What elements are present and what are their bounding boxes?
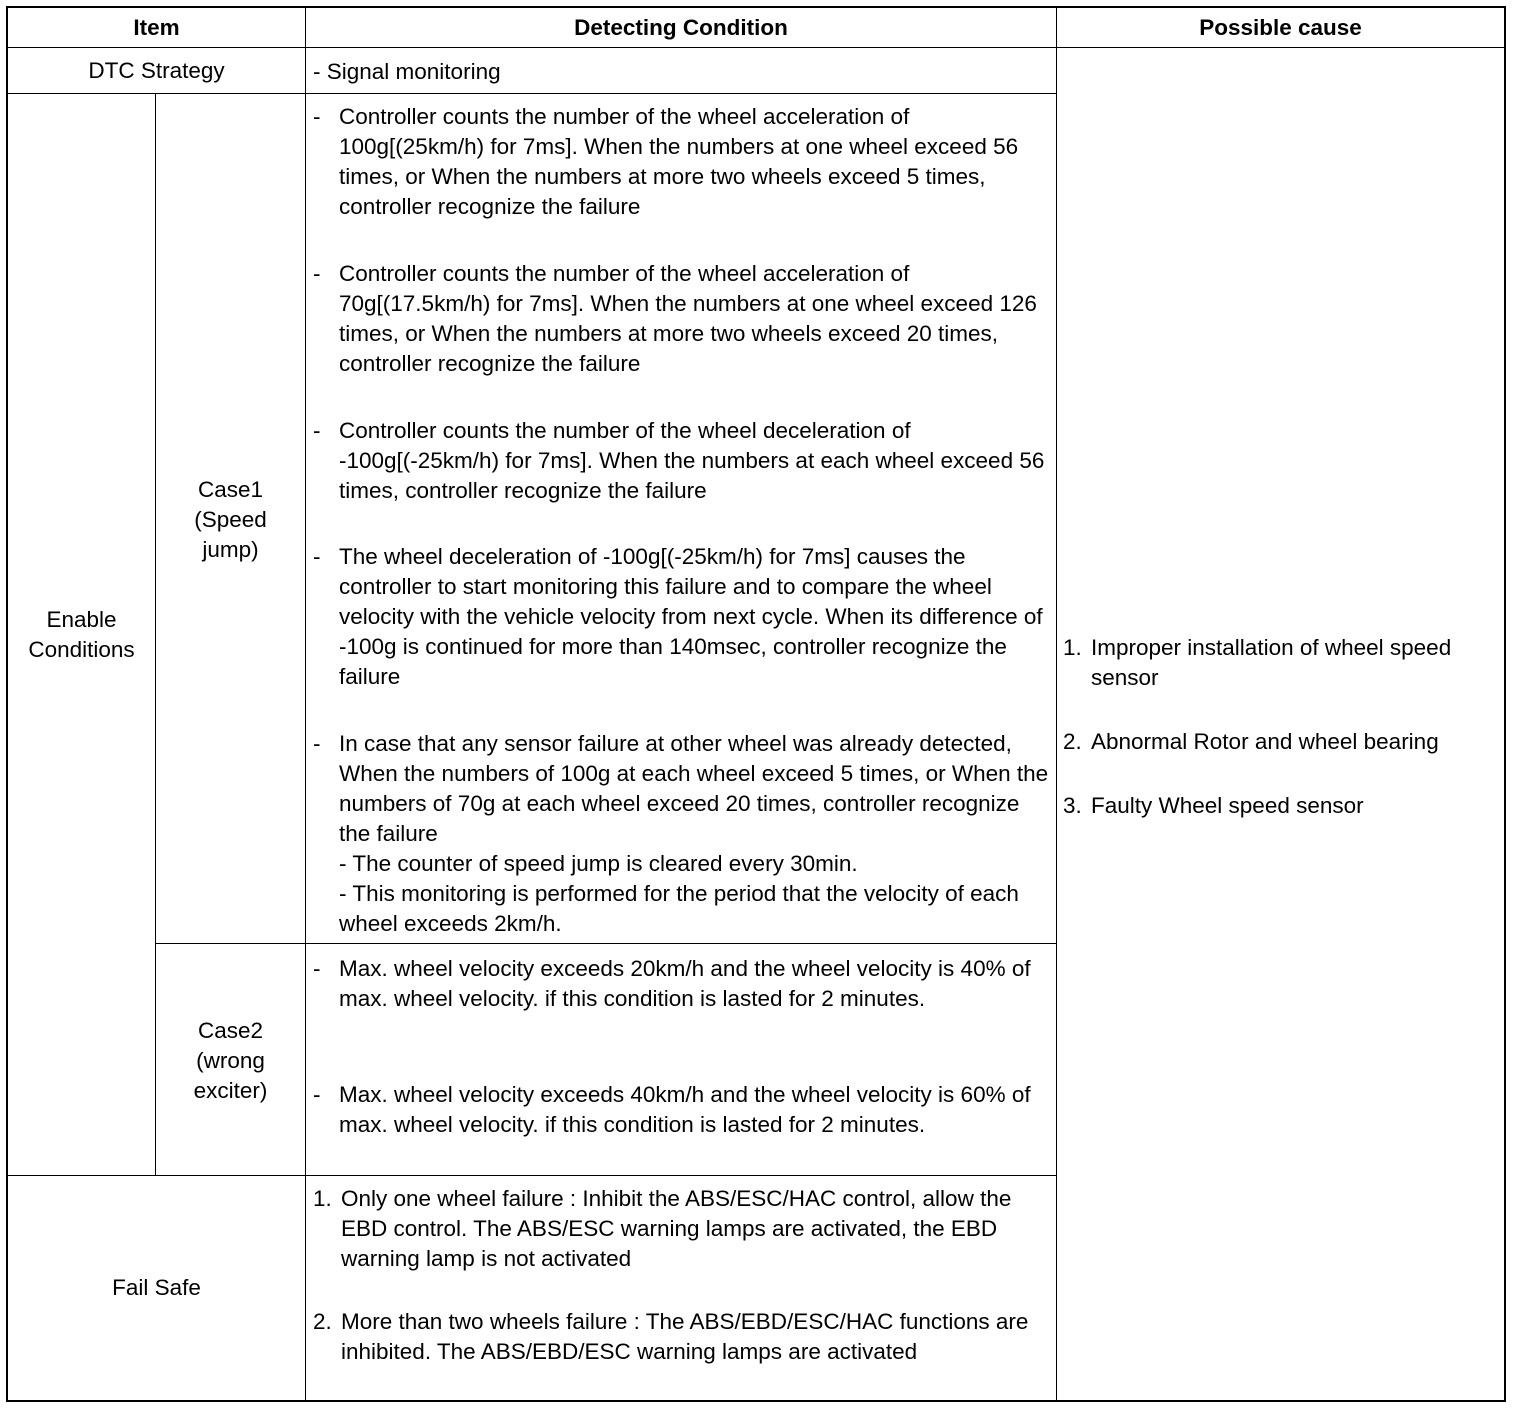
fail-safe-item bbox=[313, 1307, 1053, 1367]
case1-label-line3: jump) bbox=[202, 537, 259, 562]
possible-cause-text: Improper installation of wheel speed sensor bbox=[1091, 635, 1452, 690]
row-divider-case bbox=[156, 943, 1056, 944]
possible-cause-item bbox=[1063, 727, 1503, 757]
case1-item-text: Controller counts the number of the wheel acceleration of 70g[(17.5km/h) for 7ms]. When the numbers at one wheel exceed 126 times, or When the numbers at more two wheels exceed 20 times, controller recognize the failure bbox=[339, 261, 1037, 376]
bullet-dash: - bbox=[313, 731, 321, 756]
case1-item bbox=[313, 542, 1053, 692]
header-possible-cause: Possible cause bbox=[1199, 14, 1362, 40]
case1-label bbox=[156, 475, 305, 565]
possible-cause-text: Abnormal Rotor and wheel bearing bbox=[1091, 729, 1439, 754]
possible-cause-item bbox=[1063, 791, 1503, 821]
number-marker: 2. bbox=[313, 1309, 332, 1334]
col-divider-2 bbox=[1056, 8, 1057, 1400]
fail-safe-item bbox=[313, 1184, 1053, 1274]
col-divider-1 bbox=[305, 8, 306, 1400]
fail-safe-label: Fail Safe bbox=[112, 1275, 201, 1300]
case1-item bbox=[313, 259, 1053, 379]
case2-label bbox=[156, 1016, 305, 1106]
case1-label-line2: (Speed bbox=[194, 507, 267, 532]
case2-item-text: Max. wheel velocity exceeds 40km/h and the wheel velocity is 60% of max. wheel velocity. if this condition is lasted for 2 minutes. bbox=[339, 1082, 1031, 1137]
number-marker: 1. bbox=[1063, 635, 1082, 660]
case2-label-line2: (wrong bbox=[196, 1048, 265, 1073]
case2-item bbox=[313, 1080, 1053, 1140]
case1-sub-note: - This monitoring is performed for the period that the velocity of each wheel exceeds 2km/h. bbox=[339, 881, 1019, 936]
case1-label-line1: Case1 bbox=[197, 477, 264, 502]
case1-item-text: In case that any sensor failure at other wheel was already detected, When the numbers of 100g at each wheel exceed 5 times, or When the numbers of 70g at each wheel exceed 20 times, controller recognize the failure bbox=[339, 731, 1049, 846]
bullet-dash: - bbox=[313, 104, 321, 129]
possible-cause-item bbox=[1063, 633, 1503, 693]
case1-item-text: The wheel deceleration of -100g[(-25km/h) for 7ms] causes the controller to start monitoring this failure and to compare the wheel velocity with the vehicle velocity from next cycle. When its difference of -100g is continued for more than 140msec, controller recognize the failure bbox=[339, 544, 1043, 689]
fail-safe-item-text: More than two wheels failure : The ABS/EBD/ESC/HAC functions are inhibited. The ABS/EBD/ESC warning lamps are activated bbox=[341, 1309, 1029, 1364]
case1-item bbox=[313, 416, 1053, 506]
enable-conditions-line2: Conditions bbox=[28, 636, 135, 662]
bullet-dash: - bbox=[313, 956, 321, 981]
enable-conditions-line1: Enable bbox=[46, 606, 117, 632]
case1-item-text: Controller counts the number of the wheel acceleration of 100g[(25km/h) for 7ms]. When the numbers at one wheel exceed 56 times, or When the numbers at more two wheels exceed 5 times, controller recognize the failure bbox=[339, 104, 1019, 219]
case2-label-line1: Case2 bbox=[197, 1018, 264, 1043]
bullet-dash: - bbox=[313, 544, 321, 569]
bullet-dash: - bbox=[313, 418, 321, 443]
bullet-dash: - bbox=[313, 261, 321, 286]
case2-label-line3: exciter) bbox=[193, 1078, 268, 1103]
dtc-strategy-value: - Signal monitoring bbox=[313, 59, 501, 84]
row-divider-dtc bbox=[8, 93, 1056, 94]
col-divider-sub bbox=[155, 93, 156, 1175]
fail-safe-item-text: Only one wheel failure : Inhibit the ABS/ESC/HAC control, allow the EBD control. The ABS/ESC warning lamps are activated, the EBD warning lamp is not activated bbox=[341, 1186, 1012, 1271]
number-marker: 3. bbox=[1063, 793, 1082, 818]
bullet-dash: - bbox=[313, 1082, 321, 1107]
case1-item-text: Controller counts the number of the wheel deceleration of -100g[(-25km/h) for 7ms]. When the numbers at each wheel exceed 56 times, controller recognize the failure bbox=[339, 418, 1045, 503]
enable-conditions-label bbox=[8, 94, 155, 1175]
possible-cause-text: Faulty Wheel speed sensor bbox=[1091, 793, 1364, 818]
number-marker: 1. bbox=[313, 1186, 332, 1211]
case2-item bbox=[313, 954, 1053, 1014]
header-item: Item bbox=[133, 14, 180, 40]
header-detecting-condition: Detecting Condition bbox=[574, 14, 788, 40]
dtc-strategy-label: DTC Strategy bbox=[88, 57, 225, 83]
number-marker: 2. bbox=[1063, 729, 1082, 754]
case2-item-text: Max. wheel velocity exceeds 20km/h and the wheel velocity is 40% of max. wheel velocity. if this condition is lasted for 2 minutes. bbox=[339, 956, 1031, 1011]
case1-item bbox=[313, 729, 1053, 939]
case1-item bbox=[313, 102, 1053, 222]
case1-sub-note: - The counter of speed jump is cleared every 30min. bbox=[339, 851, 858, 876]
